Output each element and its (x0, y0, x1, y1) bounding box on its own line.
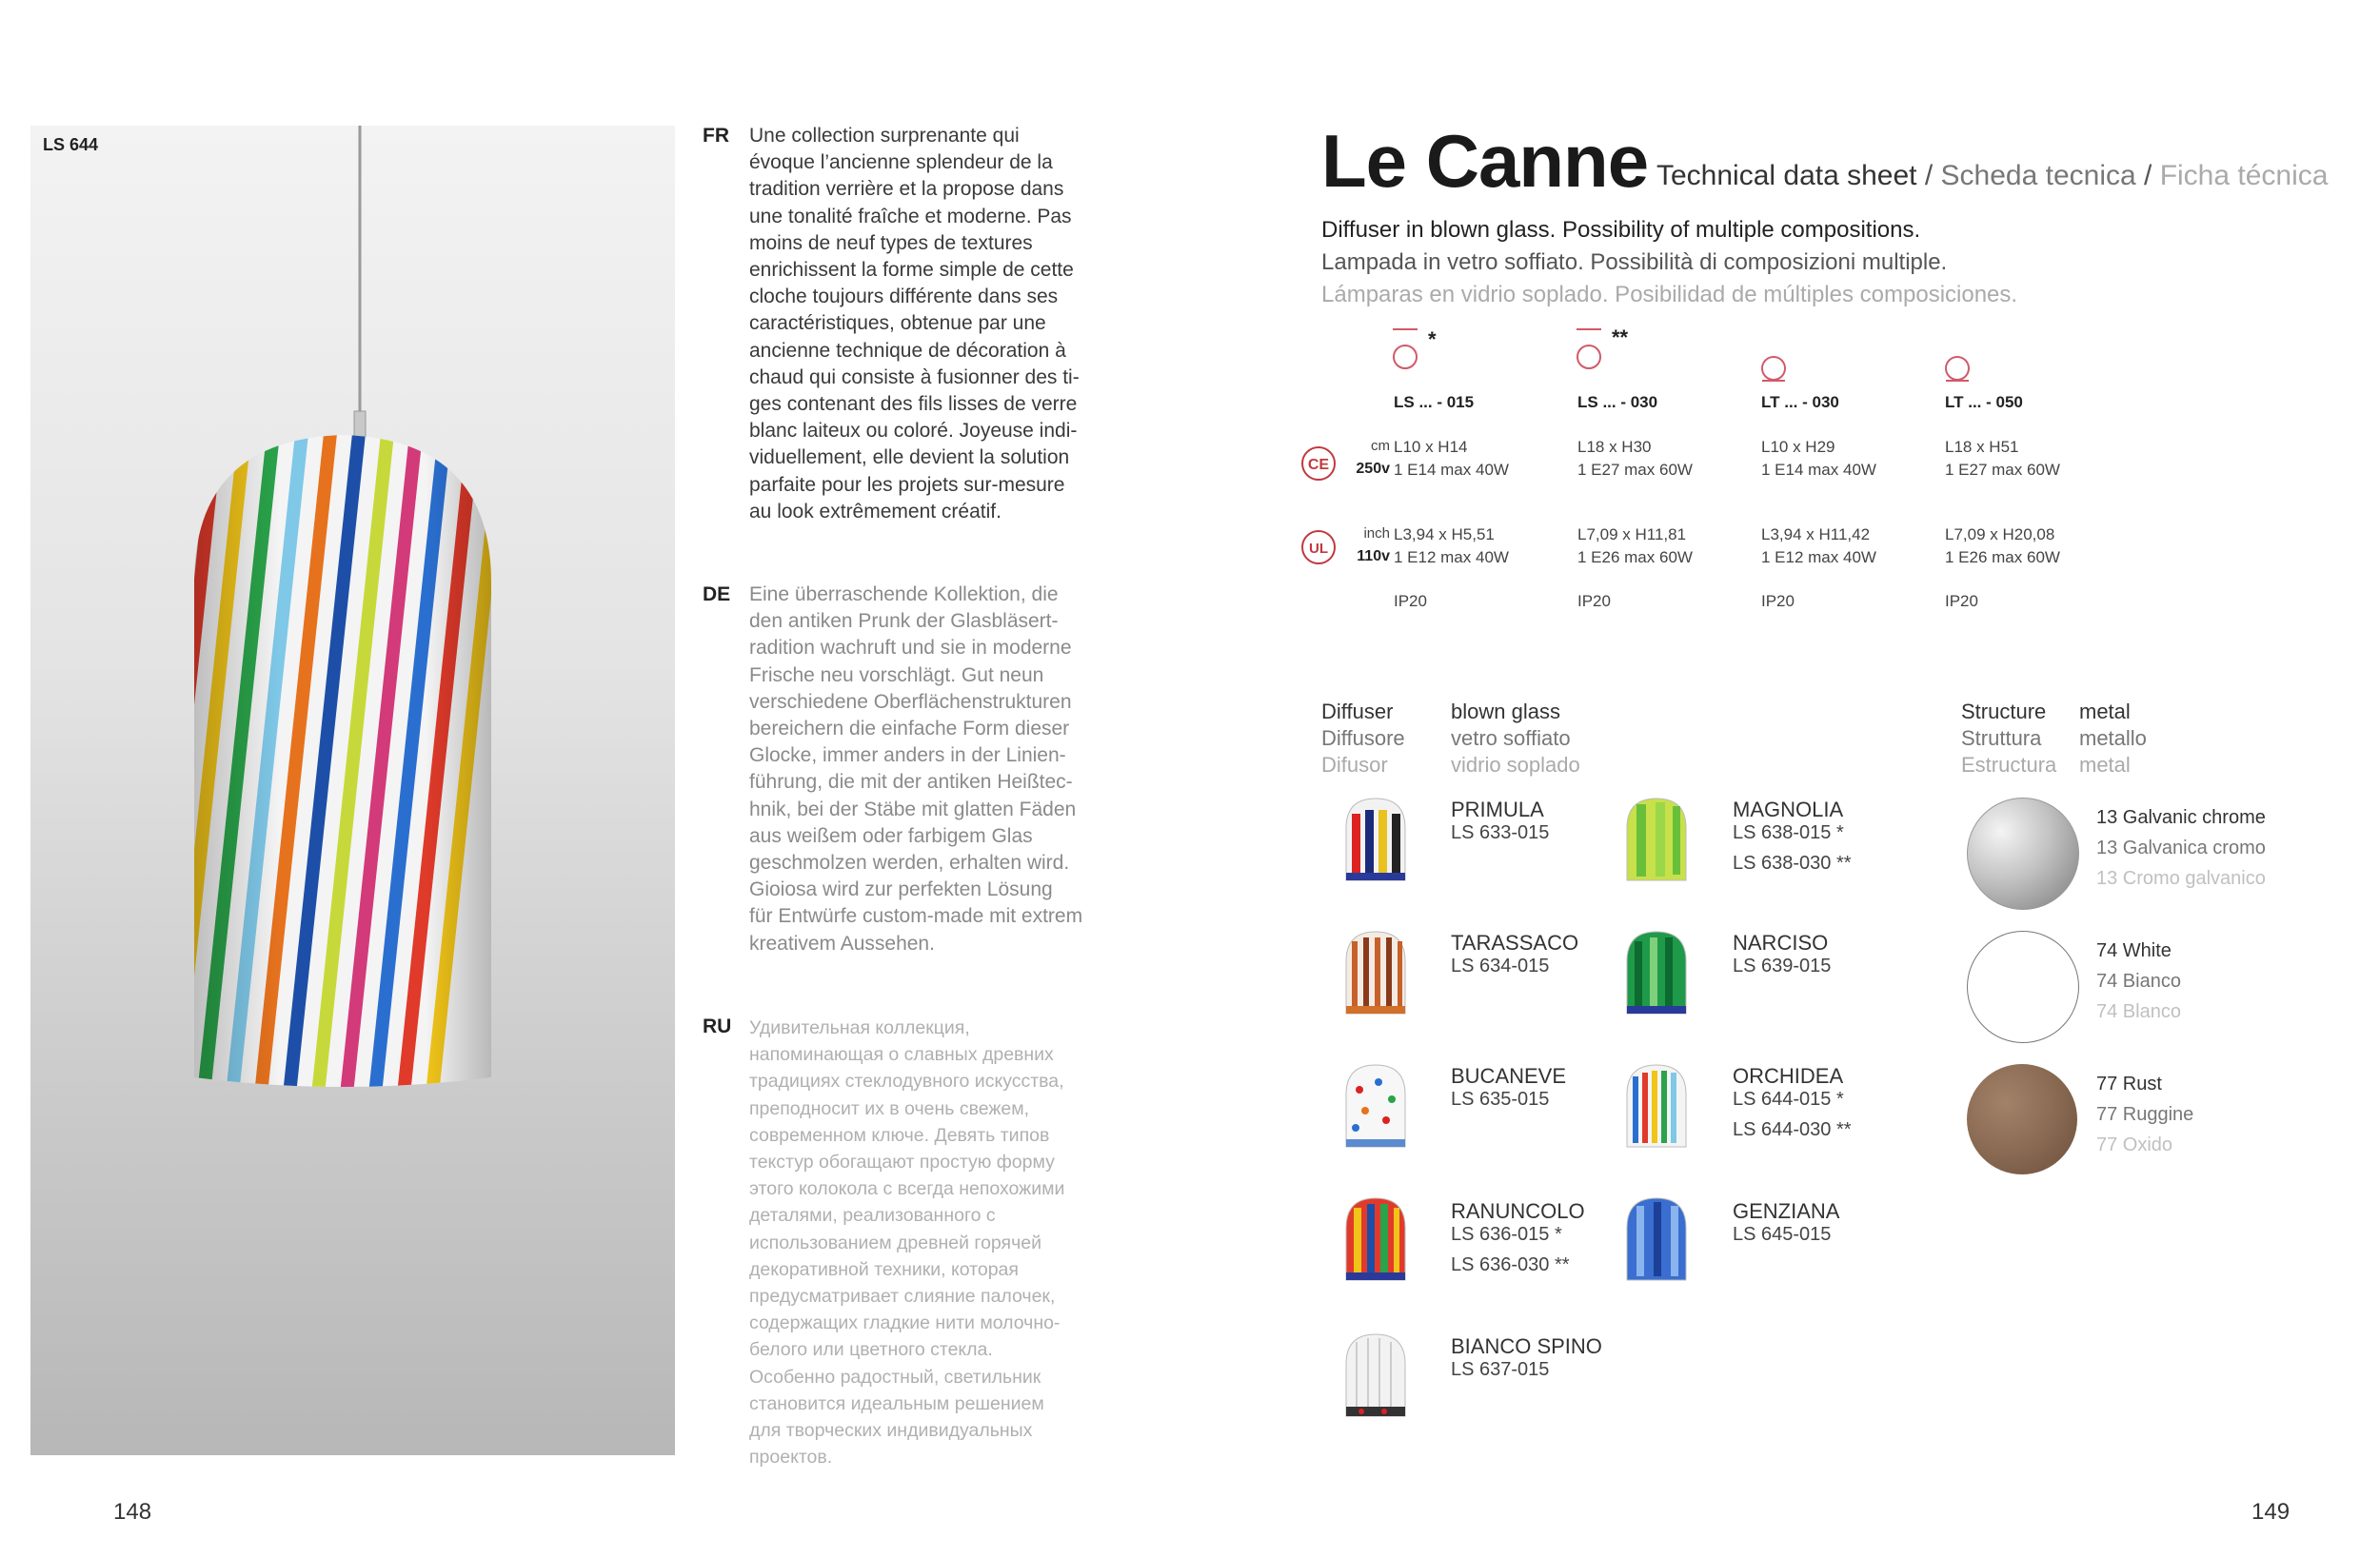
product-bianco-spino (1451, 1334, 1602, 1381)
description-en: Diffuser in blown glass. Possibility of multiple compositions. (1321, 217, 1921, 243)
diffuser-label-it: Diffusore (1321, 726, 1405, 750)
text-line: tradition verrière et la propose dans (749, 178, 1064, 201)
structure-label-it: Struttura (1961, 726, 2042, 750)
spec-bulb: 1 E27 max 60W (1577, 461, 1693, 479)
model-code: LS ... - 030 (1577, 393, 1658, 411)
text-line: caractéristiques, obtenue par une (749, 312, 1046, 335)
ul-cert-icon (1300, 529, 1337, 565)
text-line: verschiedene Oberflächenstrukturen (749, 690, 1072, 713)
text-line: Une collection surprenante qui (749, 125, 1020, 147)
genziana-thumbnail (1623, 1194, 1690, 1285)
product-code: LS 638-015 * (1733, 822, 1844, 843)
spec-us-col4 (1945, 523, 2060, 569)
ce-cert-icon (1300, 445, 1337, 482)
model-mark: ** (1612, 325, 1629, 349)
text-line: cloche toujours différente dans ses (749, 286, 1059, 308)
page-number-right: 149 (2251, 1499, 2291, 1525)
table-lamp-icon (1938, 352, 1976, 386)
lang-code-de: DE (703, 583, 731, 605)
product-orchidea (1733, 1064, 1852, 1141)
text-line: blanc laiteux ou coloré. Joyeuse indi- (749, 420, 1078, 443)
lang-code-fr: FR (703, 125, 729, 147)
product-name: RANUNCOLO (1451, 1199, 1585, 1223)
diffuser-label-es: Difusor (1321, 753, 1388, 777)
product-code: LS 644-015 * (1733, 1089, 1844, 1110)
voltage-250v: 250v (1356, 461, 1390, 477)
text-line: kreativem Aussehen. (749, 932, 935, 955)
diffuser-value-it: vetro soffiato (1451, 726, 1571, 750)
narciso-thumbnail (1623, 928, 1690, 1018)
spec-bulb: 1 E26 max 60W (1945, 548, 2060, 566)
text-line: белого или цветного стекла. (749, 1339, 993, 1361)
spec-size: L7,09 x H11,81 (1577, 525, 1687, 543)
white-swatch (1967, 931, 2079, 1043)
text-line: для творческих индивидуальных (749, 1420, 1033, 1442)
text-line: Glocke, immer anders in der Linien- (749, 744, 1066, 767)
description-it: Lampada in vetro soffiato. Possibilità di composizioni multiple. (1321, 249, 1948, 275)
model-code: LT ... - 050 (1945, 393, 2023, 411)
spec-size: L3,94 x H11,42 (1761, 525, 1871, 543)
text-line: den antiken Prunk der Glasbläsert- (749, 610, 1059, 633)
product-code: LS 635-015 (1451, 1089, 1550, 1110)
spec-ip: IP20 (1394, 592, 1427, 610)
text-line: geschmolzen werden, erhalten wird. (749, 852, 1070, 875)
text-line: für Entwürfe custom-made mit extrem (749, 905, 1083, 928)
product-photo (30, 126, 675, 1455)
text-line: этого колокола с всегда непохожими (749, 1178, 1065, 1200)
spec-size: L7,09 x H20,08 (1945, 525, 2055, 543)
finish-label-en: 77 Rust (2096, 1074, 2162, 1095)
spec-eu-col3 (1761, 436, 1876, 482)
page-number-left: 148 (113, 1499, 152, 1525)
spec-size: L10 x H29 (1761, 438, 1835, 456)
text-line: Особенно радостный, светильник (749, 1366, 1041, 1388)
structure-value-it: metallo (2079, 726, 2147, 750)
spec-eu-col2 (1577, 436, 1693, 482)
product-code: LS 634-015 (1451, 956, 1550, 976)
product-code: LS 637-015 (1451, 1359, 1550, 1380)
product-name: NARCISO (1733, 931, 1829, 955)
text-line: традициях стеклодувного искусства, (749, 1071, 1064, 1093)
ranuncolo-thumbnail (1342, 1194, 1409, 1285)
spec-size: L3,94 x H5,51 (1394, 525, 1495, 543)
text-line: Удивительная коллекция, (749, 1017, 970, 1038)
product-code: LS 639-015 (1733, 956, 1832, 976)
spec-bulb: 1 E12 max 40W (1394, 548, 1509, 566)
spec-bulb: 1 E27 max 60W (1945, 461, 2060, 479)
rust-swatch (1967, 1064, 2077, 1174)
text-line: содержащих гладкие нити молочно- (749, 1312, 1061, 1334)
finish-label-en: 74 White (2096, 940, 2172, 961)
subtitle-it: Scheda tecnica (1940, 160, 2136, 191)
product-code: LS 636-030 ** (1451, 1254, 1570, 1275)
text-line: преподносит их в очень свежем, (749, 1097, 1030, 1119)
product-code: LS 644-030 ** (1733, 1119, 1852, 1140)
finish-label-it: 77 Ruggine (2096, 1104, 2194, 1125)
product-code: LS 645-015 (1733, 1224, 1832, 1245)
spec-ip: IP20 (1761, 592, 1795, 610)
text-line: ancienne technique de décoration à (749, 339, 1066, 362)
text-line: au look extrêmement créatif. (749, 500, 1002, 523)
ul-cert-label: UL (1309, 541, 1328, 557)
product-code: LS 636-015 * (1451, 1224, 1562, 1245)
description-es: Lámparas en vidrio soplado. Posibilidad de múltiples composiciones. (1321, 282, 2018, 307)
bucaneve-thumbnail (1342, 1061, 1409, 1152)
text-line: évoque l’ancienne splendeur de la (749, 151, 1053, 174)
tarassaco-thumbnail (1342, 928, 1409, 1018)
text-line: деталями, реализованного с (749, 1205, 996, 1227)
structure-label-en: Structure (1961, 700, 2047, 723)
product-narciso (1733, 931, 1831, 977)
text-line: aus weißem oder farbigem Glas (749, 824, 1033, 847)
finish-label-it: 13 Galvanica cromo (2096, 838, 2266, 858)
product-primula (1451, 798, 1549, 844)
product-magnolia (1733, 798, 1852, 875)
spec-eu-col4 (1945, 436, 2060, 482)
page-subtitle (1656, 160, 2328, 192)
model-code: LT ... - 030 (1761, 393, 1839, 411)
unit-cm: cm (1371, 438, 1390, 454)
text-line: напоминающая о славных древних (749, 1044, 1054, 1066)
product-tarassaco (1451, 931, 1578, 977)
text-line: декоративной техники, которая (749, 1258, 1019, 1280)
spec-us-col3 (1761, 523, 1876, 569)
finish-chrome-labels (2096, 807, 2266, 890)
ceiling-mount-icon (1385, 324, 1423, 371)
spec-size: L10 x H14 (1394, 438, 1468, 456)
text-line: une tonalité fraîche et moderne. Pas (749, 205, 1072, 227)
unit-inch: inch (1363, 525, 1390, 542)
product-bucaneve (1451, 1064, 1566, 1111)
text-line: hnik, bei der Stäbe mit glatten Fäden (749, 798, 1077, 820)
diffuser-label-en: Diffuser (1321, 700, 1394, 723)
product-code: LS 633-015 (1451, 822, 1550, 843)
finish-label-es: 13 Cromo galvanico (2096, 868, 2266, 889)
ce-cert-label: CE (1307, 457, 1330, 473)
finish-label-it: 74 Bianco (2096, 971, 2181, 992)
voltage-110v: 110v (1357, 548, 1390, 564)
product-name: ORCHIDEA (1733, 1064, 1844, 1088)
finish-rust-labels (2096, 1074, 2193, 1156)
spec-ip: IP20 (1945, 592, 1978, 610)
text-line: использованием древней горячей (749, 1232, 1042, 1253)
text-line: проектов. (749, 1447, 833, 1469)
text-line: chaud qui consiste à fusionner des ti- (749, 365, 1080, 388)
magnolia-thumbnail (1623, 795, 1690, 885)
product-name: PRIMULA (1451, 798, 1544, 821)
spec-size: L18 x H51 (1945, 438, 2019, 456)
text-line: современном ключе. Девять типов (749, 1124, 1050, 1146)
text-line: führung, die mit der antiken Heißtec- (749, 771, 1073, 794)
diffuser-value-es: vidrio soplado (1451, 753, 1580, 777)
finish-label-es: 74 Blanco (2096, 1001, 2181, 1022)
spec-us-col2 (1577, 523, 1693, 569)
text-line: ges contenant des fils lisses de verre (749, 393, 1078, 416)
product-code: LS 638-030 ** (1733, 853, 1852, 874)
structure-label-es: Estructura (1961, 753, 2057, 777)
text-line: viduellement, elle devient la solution (749, 446, 1070, 469)
spec-bulb: 1 E14 max 40W (1761, 461, 1876, 479)
text-line: Frische neu vorschlägt. Gut neun (749, 663, 1044, 686)
lang-code-ru: RU (703, 1016, 732, 1037)
spec-us-col1 (1394, 523, 1509, 569)
ceiling-mount-icon (1569, 324, 1607, 371)
diffuser-value-en: blown glass (1451, 700, 1560, 723)
text-line: предусматривает слияние палочек, (749, 1286, 1056, 1308)
structure-values (2079, 699, 2147, 779)
subtitle-es: Ficha técnica (2159, 160, 2329, 191)
product-name: MAGNOLIA (1733, 798, 1844, 821)
text-line: текстур обогащают простую форму (749, 1152, 1055, 1173)
product-name: BIANCO SPINO (1451, 1334, 1602, 1358)
product-genziana (1733, 1199, 1839, 1246)
model-code: LS ... - 015 (1394, 393, 1475, 411)
finish-white-labels (2096, 940, 2181, 1023)
product-name: BUCANEVE (1451, 1064, 1567, 1088)
primula-thumbnail (1342, 795, 1409, 885)
structure-labels (1961, 699, 2056, 779)
spec-size: L18 x H30 (1577, 438, 1652, 456)
page-title: Le Canne (1321, 119, 1649, 203)
spec-bulb: 1 E12 max 40W (1761, 548, 1876, 566)
text-fr (749, 123, 1080, 525)
spec-bulb: 1 E14 max 40W (1394, 461, 1509, 479)
subtitle-en: Technical data sheet (1656, 160, 1917, 191)
structure-value-en: metal (2079, 700, 2131, 723)
text-line: становится идеальным решением (749, 1392, 1044, 1414)
text-de (749, 582, 1082, 957)
text-line: bereichern die einfache Form dieser (749, 718, 1070, 740)
spec-eu-col1 (1394, 436, 1509, 482)
orchidea-thumbnail (1623, 1061, 1690, 1152)
structure-value-es: metal (2079, 753, 2131, 777)
product-name: GENZIANA (1733, 1199, 1840, 1223)
pendant-lamp-illustration (30, 126, 675, 1455)
text-line: enrichissent la forme simple de cette (749, 259, 1074, 282)
text-line: parfaite pour les projets sur-mesure (749, 473, 1065, 496)
text-ru (749, 1015, 1064, 1470)
spec-bulb: 1 E26 max 60W (1577, 548, 1693, 566)
diffuser-values (1451, 699, 1580, 779)
subtitle-separator: / (1916, 160, 1941, 191)
bianco-spino-thumbnail (1342, 1331, 1409, 1421)
diffuser-labels (1321, 699, 1405, 779)
model-mark: * (1428, 327, 1437, 351)
finish-label-es: 77 Oxido (2096, 1134, 2173, 1155)
table-lamp-icon (1755, 352, 1793, 386)
subtitle-separator: / (2135, 160, 2160, 191)
chrome-swatch (1967, 798, 2079, 910)
photo-label: LS 644 (43, 135, 99, 154)
text-line: Eine überraschende Kollektion, die (749, 583, 1059, 605)
finish-label-en: 13 Galvanic chrome (2096, 807, 2266, 828)
text-line: moins de neuf types de textures (749, 231, 1033, 254)
product-name: TARASSACO (1451, 931, 1579, 955)
product-ranuncolo (1451, 1199, 1585, 1276)
text-line: Gioiosa wird zur perfekten Lösung (749, 878, 1053, 901)
spec-ip: IP20 (1577, 592, 1611, 610)
text-line: radition wachruft und sie in moderne (749, 637, 1072, 660)
